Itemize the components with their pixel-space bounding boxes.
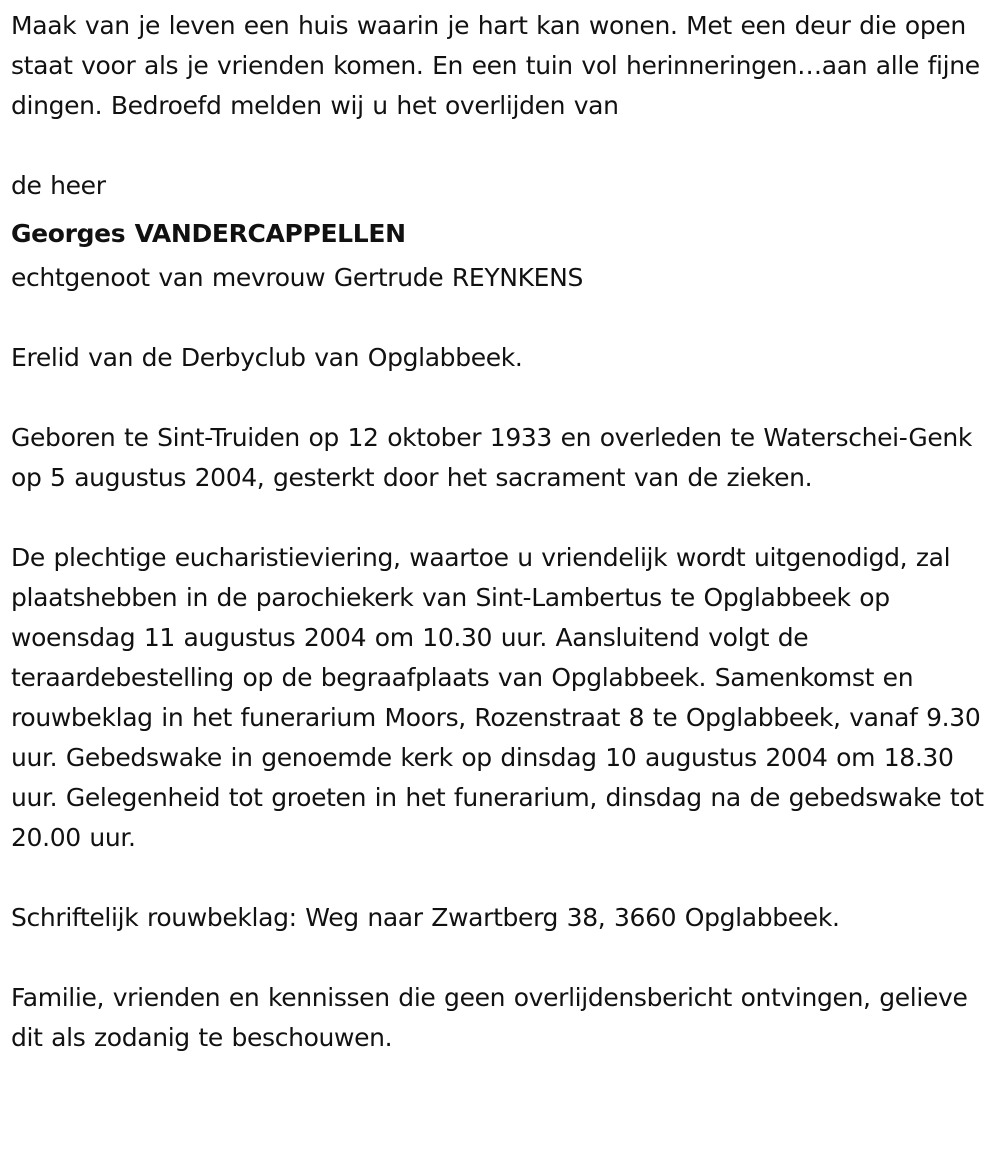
ceremony-paragraph: De plechtige eucharistieviering, waartoe u vriendelijk wordt uitgenodigd, zal plaatshebben in de parochiekerk van Sint-Lambertus te Opglabbeek op woensdag 11 augustus 2004 om 10.30 uur. Aansluitend volgt de teraardebestelling op de begraafplaats van Opglabbeek. Samenkomst en rouwbeklag in het funerarium Moors, Rozenstraat 8 te Opglabbeek, vanaf 9.30 uur. Gebedswake in genoemde kerk op dinsdag 10 augustus 2004 om 18.30 uur. Gelegenheid tot groeten in het funerarium, dinsdag na de gebedswake tot 20.00 uur.	[11, 543, 984, 852]
deceased-name: Georges VANDERCAPPELLEN	[11, 219, 406, 248]
condolence-address: Schriftelijk rouwbeklag: Weg naar Zwartberg 38, 3660 Opglabbeek.	[11, 903, 840, 932]
intro-paragraph: Maak van je leven een huis waarin je hart kan wonen. Met een deur die open staat voor als je vrienden komen. En een tuin vol herinneringen…aan alle fijne dingen. Bedroefd melden wij u het overlijden van	[11, 11, 980, 120]
deceased-title: de heer	[11, 171, 106, 200]
spouse-line: echtgenoot van mevrouw Gertrude REYNKENS	[11, 263, 583, 292]
birth-death-paragraph: Geboren te Sint-Truiden op 12 oktober 1933 en overleden te Waterschei-Genk op 5 augustus 2004, gesterkt door het sacrament van de zieken.	[11, 423, 973, 492]
obituary-notice	[11, 6, 996, 1058]
closing-paragraph: Familie, vrienden en kennissen die geen overlijdensbericht ontvingen, gelieve dit als zodanig te beschouwen.	[11, 983, 968, 1052]
membership-line: Erelid van de Derbyclub van Opglabbeek.	[11, 343, 523, 372]
